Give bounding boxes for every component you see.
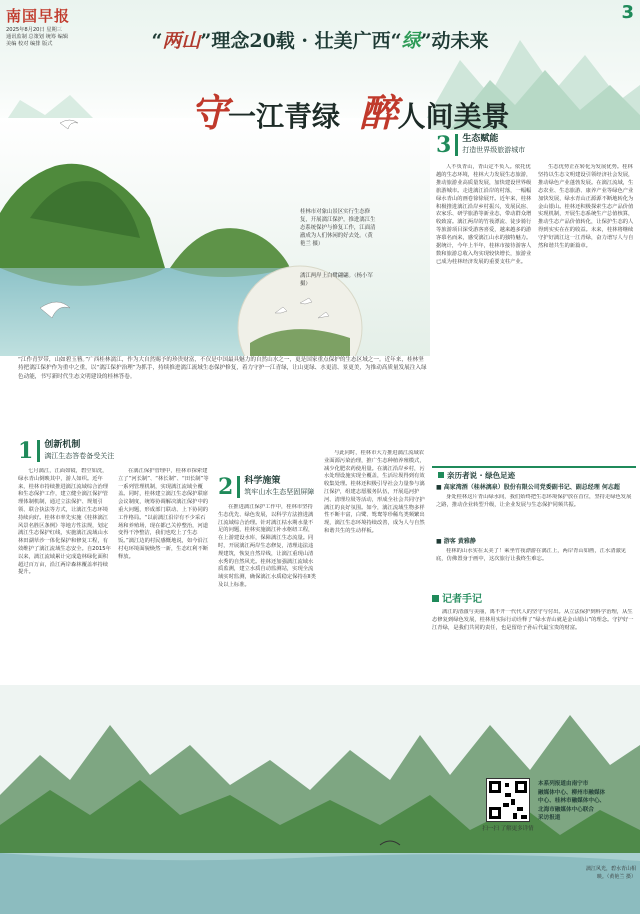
qr-label: 扫一扫 了解更多详情 xyxy=(482,826,534,832)
reporter-notes xyxy=(432,590,636,679)
testimonial-1-speaker: ■ 高家湾酒（桂林漓泉）股份有限公司党委副书记、副总经理 何志超 xyxy=(436,484,620,491)
headline-two-mountains: 两山 xyxy=(162,30,201,52)
section-2-number: 2 xyxy=(218,474,234,500)
section-3-subtitle: 打造世界级旅游城市 xyxy=(462,146,526,154)
series-credit: 本系列报道由南宁市 融媒体中心、柳州市融媒体 中心、桂林市融媒体中心、 北海市融媒体中心联合 采访报道 xyxy=(538,781,606,821)
main-title: 守一江青绿 醉人间美景 xyxy=(190,90,510,135)
testimonials xyxy=(436,484,634,580)
side-divider xyxy=(432,466,636,468)
section-3-title: 生态赋能 xyxy=(462,134,499,144)
hero-caption-2: 漓江两岸上白鹭翩翩。（杨小军 摄） xyxy=(300,273,373,287)
meta-date: 2025年8月20日 星期三 xyxy=(6,27,62,33)
lead-paragraph: “江作青罗带，山如碧玉簪。”广西桂林漓江，作为大自然赐予的珍贵财富，不仅是中国最具魅力的自然山水之一，更是国家重点保护的生态区域之一。近年来，桂林坚持把漓江保护作为重中之重，以“漓江保护治理”为抓手，持续推进漓江流域生态保护修复，着力守护一江青绿，让山更绿、水更清、景更美，为推动高质量发展注入绿色动能，书写新时代生态文明建设的桂林答卷。 xyxy=(18,357,427,380)
section-3-column-2: 生态优势正在转化为发展优势。桂林坚持以生态文明建设引领经济社会发展，推动绿色产业蓬勃发展。在漓江流域，生态农业、生态旅游、康养产业等绿色产业加快发展，绿水青山正源源不断地转化为金山银山。桂林还积极探索生态产品价值实现机制，开展生态系统生产总值核算，推动生态产品价值转化，让保护生态的人得到实实在在的收益。未来，桂林将继续守护好漓江这一江青绿，奋力谱写人与自然和谐共生的新篇章。 xyxy=(538,164,634,250)
reporter-notes-text: 漓江的清澈与美丽，离不开一代代人的坚守与付出。从立法保护到科学治理，从生态修复到绿色发展，桂林用实际行动诠释了“绿水青山就是金山银山”的理念。守护好一江青绿，是我们共同的责任，也是留给子孙后代最宝贵的财富。 xyxy=(432,609,634,631)
testimonial-2-quote: 桂林的山水实在太美了！乘坐竹筏漂游在漓江上，两岸青山如画，江水清澈见底，仿佛置身于画中，这次旅行让我终生难忘。 xyxy=(436,548,627,562)
newspaper-logo: 南国早报 xyxy=(6,7,71,25)
section-1-title: 创新机制 xyxy=(44,440,81,450)
section-2-title: 科学施策 xyxy=(244,476,281,486)
page-number: 3 xyxy=(621,2,634,23)
section-3-number: 3 xyxy=(436,132,452,158)
testimonial-2-speaker: ■ 游客 黄雅静 xyxy=(436,538,476,545)
bottom-photo-caption: 漓江风光，碧水青山相映。（黄艳兰 摄） xyxy=(586,866,637,880)
section-1-column-2: 在漓江保护管理中，桂林市探索建立了“河长制”、“林长制”、“田长制”等一系列管理机制，实现漓江流域全覆盖。同时，桂林建立漓江生态保护联席会议制度，统筹协调解决漓江保护中的重大问题，形成部门联动、上下协同的工作格局。“以前漓江沿岸有不少采石场和养殖场，现在都已关停整治，河道变得干净整洁，我们也吃上了生态饭。”漓江边的村民感慨地说，如今沿江村屯环境面貌焕然一新，生态红利不断释放。 xyxy=(118,468,209,560)
headline-green: 绿 xyxy=(401,30,421,52)
section-1-column-1: 七月漓江，江面如镜，碧空如洗，绿水青山倒映其中，游人如织。近年来，桂林市持续推进漓江流域综合治理和生态保护工作，建立健全漓江保护管理体制机制，通过立法保护、规划引领、联合执法等方式，让漓江生态环境持续向好。桂林市率先实施《桂林漓江风景名胜区条例》等地方性法规，划定漓江生态保护红线，实施漓江流域山水林田湖草沙一体化保护和修复工程，有效维护了漓江流域生态安全。自2015年以来，漓江流域累计完成造林绿化面积超过百万亩，沿江两岸森林覆盖率持续提升。 xyxy=(18,468,111,576)
section-1-header xyxy=(18,440,114,462)
section-3-column-1: 人不负青山，青山定不负人。依托优越的生态环境，桂林大力发展生态旅游，推动旅游业高质量发展，加快建设世界级旅游城市。走进漓江沿岸的村落，一幅幅绿水青山的画卷徐徐展开。近年来，桂林积极推进漓江沿岸乡村振兴，发展民宿、农家乐、研学旅游等新业态，带动群众增收致富。漓江两岸的竹筏漂流、徒步骑行等旅游项目深受游客喜爱，越来越多的游客慕名而来，感受漓江山水的独特魅力。据统计，今年上半年，桂林市接待游客人数和旅游总收入均实现较快增长，旅游业已成为桂林经济发展的重要支柱产业。 xyxy=(436,164,532,265)
section-2-column-2: 与此同时，桂林市大力推进漓江流域农业面源污染治理，推广生态种植养殖模式，减少化肥农药使用量。在漓江沿岸乡村，污水处理设施实现全覆盖，生活垃圾得到有效收集处理。桂林还积极引导社会力量参与漓江保护，组建志愿服务队伍，开展巡河护河、清理垃圾等活动，形成全社会共同守护漓江的良好氛围。如今，漓江流域生物多样性不断丰富，白鹭、鸳鸯等珍稀鸟类频繁出现，漓江生态环境持续改善，成为人与自然和谐共生的生动样板。 xyxy=(324,450,425,534)
series-headline: “两山”理念20载 · 壮美广西“绿”动未来 xyxy=(151,30,489,52)
testimonials-title: 亲历者说 · 绿色足迹 xyxy=(438,470,515,481)
qr-code[interactable] xyxy=(486,778,530,822)
section-2-header xyxy=(218,476,314,498)
reporter-notes-title: 记者手记 xyxy=(432,590,636,605)
meta-staff-2: 美编 校对 编排 版式 xyxy=(6,41,53,47)
section-3-header xyxy=(436,134,525,156)
section-2-column-1: 在推进漓江保护工作中，桂林市坚持生态优先、绿色发展，以科学方法推进漓江流域综合治理。针对漓江枯水期水量不足的问题，桂林实施漓江补水枢纽工程，在上游建设水库，保障漓江生态流量。同时，开展漓江两岸生态修复，清理违法违规建筑，恢复自然岸线，让漓江重现山清水秀的自然风光。桂林还加强漓江流域水质监测，建立水质自动监测站，实现全流域实时监测，确保漓江水质稳定保持在Ⅱ类及以上标准。 xyxy=(218,504,316,588)
section-2-subtitle: 筑牢山水生态坚固屏障 xyxy=(244,488,315,496)
meta-staff-1: 通讯监制 总策划 统筹 编辑 xyxy=(6,34,69,40)
hero-caption-1: 桂林市对象山景区实行生态修复，开展漓江保护，推进漓江生态系统保护与修复工作，江面清澈成为人们休闲的好去处。（黄艳兰 摄） xyxy=(300,209,376,247)
testimonial-1-quote: 身处桂林这片青山绿水间，我们始终把生态环境保护放在首位，坚持走绿色发展之路，推动企业转型升级，让企业发展与生态保护同频共振。 xyxy=(436,494,632,508)
section-1-number: 1 xyxy=(18,438,34,464)
section-1-subtitle: 漓江生态答卷备受关注 xyxy=(44,452,115,460)
